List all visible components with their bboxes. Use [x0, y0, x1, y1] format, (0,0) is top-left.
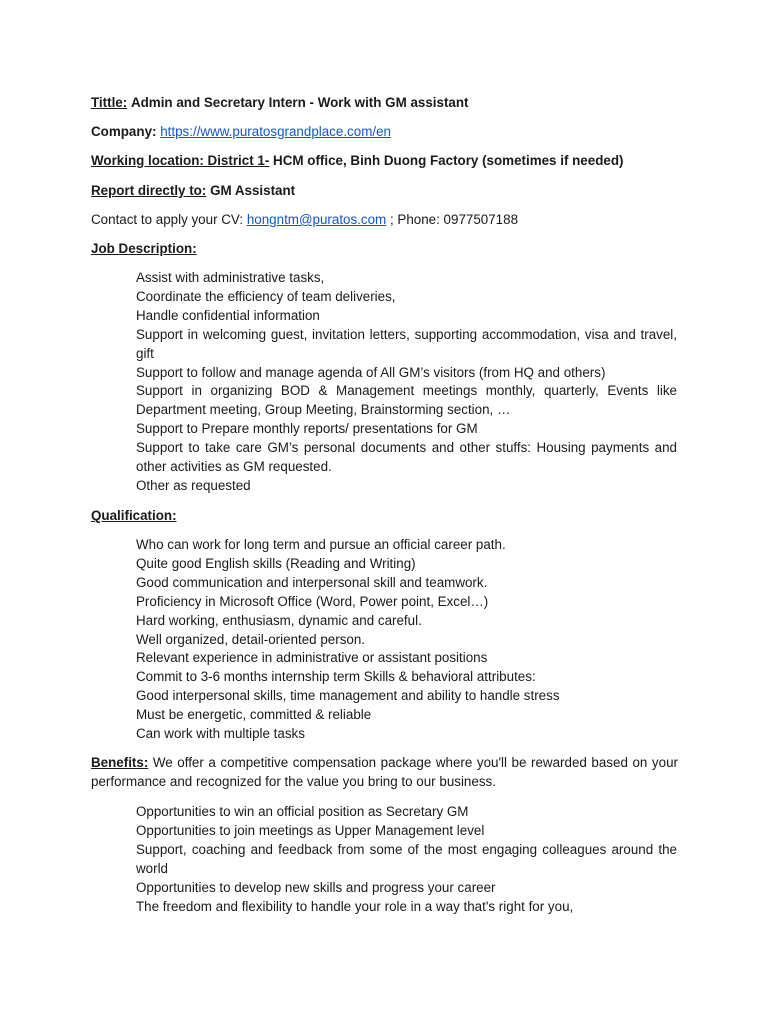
list-item: Who can work for long term and pursue an official career path. — [136, 537, 506, 552]
list-item: Commit to 3-6 months internship term Skills & behavioral attributes: — [136, 669, 536, 685]
qualification-list — [136, 536, 677, 744]
list-item: Support in welcoming guest, invitation letters, supporting accommodation, visa and travel, gift — [136, 326, 677, 361]
contact-email-link[interactable]: hongntm@puratos.com — [246, 212, 387, 227]
list-item: Good interpersonal skills, time management and ability to handle stress — [136, 688, 560, 704]
list-item: Opportunities to join meetings as Upper Management level — [136, 822, 485, 838]
contact-phone: ; Phone: 0977507188 — [389, 212, 519, 227]
location-value: HCM office, Binh Duong Factory (sometimes if needed) — [273, 153, 624, 168]
list-item: Support in organizing BOD & Management meetings monthly, quarterly, Events like Department meeting, Group Meeting, Brainstorming section, … — [136, 383, 677, 418]
list-item: Other as requested — [136, 477, 251, 493]
list-item: Well organized, detail-oriented person. — [136, 631, 366, 647]
job-title: Admin and Secretary Intern - Work with GM assistant — [130, 95, 469, 110]
list-item: Relevant experience in administrative or assistant positions — [136, 650, 488, 666]
list-item: Opportunities to win an official position as Secretary GM — [136, 804, 469, 819]
list-item: Quite good English skills (Reading and Writing) — [136, 555, 416, 571]
benefits-list — [136, 803, 677, 916]
qualification-heading-line — [91, 507, 177, 525]
benefits-intro: We offer a competitive compensation package where you'll be rewarded based on your performance and recognized for the value you bring to our business. — [91, 755, 678, 789]
list-item: Support to Prepare monthly reports/ presentations for GM — [136, 421, 478, 437]
report-value: GM Assistant — [210, 183, 296, 198]
list-item: Coordinate the efficiency of team deliveries, — [136, 288, 396, 304]
list-item: Support to take care GM’s personal documents and other stuffs: Housing payments and other activities as GM requested. — [136, 440, 677, 475]
job-description-list — [136, 269, 677, 496]
list-item: Hard working, enthusiasm, dynamic and careful. — [136, 612, 422, 628]
list-item: Support to follow and manage agenda of All GM’s visitors (from HQ and others) — [136, 364, 606, 380]
benefits-paragraph — [91, 754, 678, 792]
report-label: Report directly to: — [91, 183, 207, 198]
title-label: Tittle: — [91, 95, 128, 110]
list-item: Must be energetic, committed & reliable — [136, 707, 372, 723]
qualification-heading: Qualification: — [91, 508, 177, 523]
list-item: Handle confidential information — [136, 307, 320, 323]
title-line — [91, 94, 469, 112]
list-item: Proficiency in Microsoft Office (Word, Power point, Excel…) — [136, 593, 489, 609]
contact-prefix: Contact to apply your CV: — [91, 212, 244, 227]
list-item: Can work with multiple tasks — [136, 726, 305, 742]
job-description-heading-line — [91, 240, 197, 258]
contact-line — [91, 211, 518, 229]
list-item: Good communication and interpersonal skill and teamwork. — [136, 574, 488, 590]
list-item: The freedom and flexibility to handle your role in a way that's right for you, — [136, 898, 574, 914]
company-link[interactable]: https://www.puratosgrandplace.com/en — [160, 124, 391, 139]
list-item: Assist with administrative tasks, — [136, 270, 325, 285]
benefits-label: Benefits: — [91, 755, 149, 770]
list-item: Opportunities to develop new skills and progress your career — [136, 879, 496, 895]
report-line — [91, 182, 295, 200]
location-label: Working location: District 1- — [91, 153, 270, 168]
location-line — [91, 152, 623, 170]
company-line — [91, 123, 391, 141]
company-label: Company: — [91, 124, 157, 139]
job-description-heading: Job Description: — [91, 241, 197, 256]
list-item: Support, coaching and feedback from some of the most engaging colleagues around the world — [136, 841, 677, 876]
